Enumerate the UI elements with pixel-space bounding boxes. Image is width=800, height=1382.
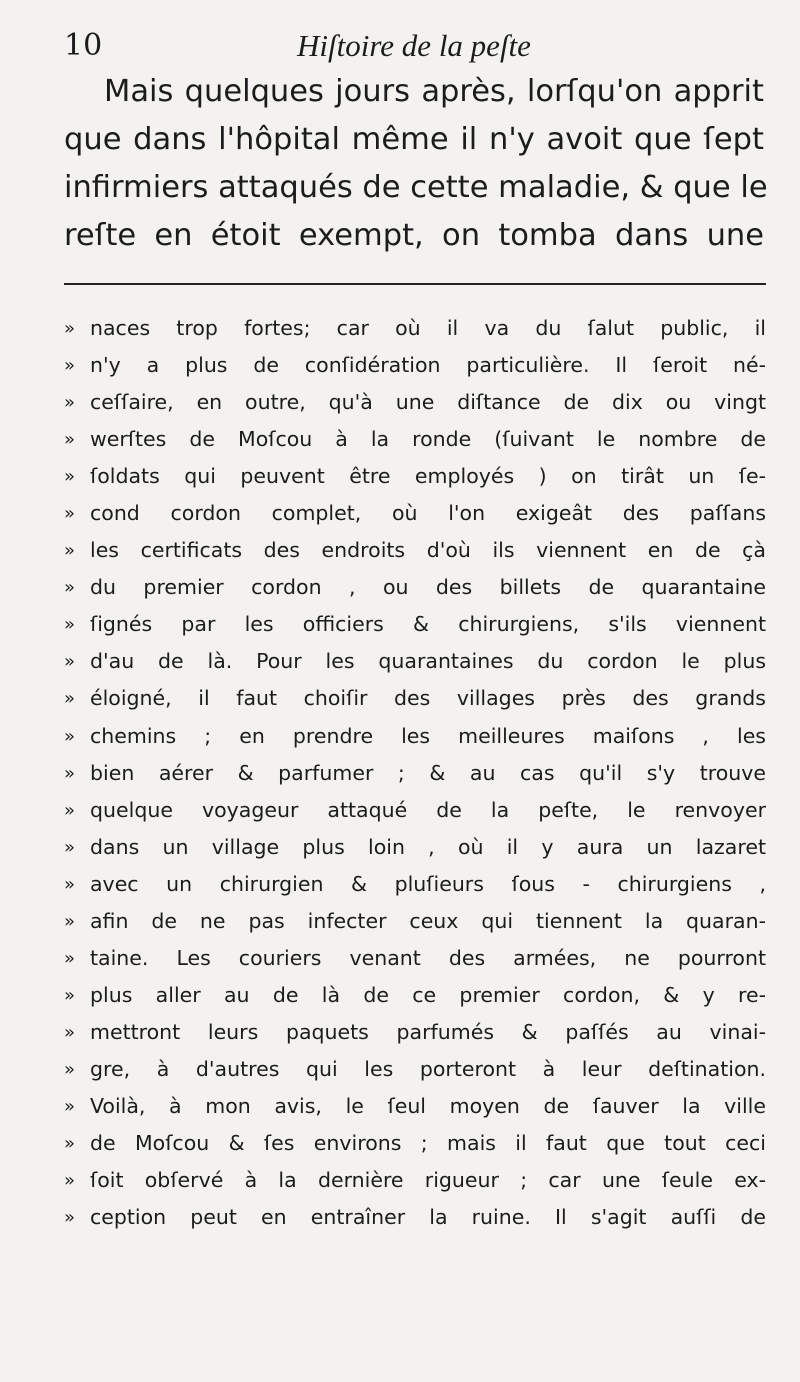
footnote-line-text: plus aller au de là de ce premier cordon, & y re- xyxy=(90,982,766,1007)
main-text xyxy=(64,68,768,260)
footnote-line xyxy=(64,680,766,717)
quote-mark: » xyxy=(64,429,76,451)
footnote-line-text: éloigné, il faut choiſir des villages près des grands xyxy=(90,686,766,711)
quote-mark: » xyxy=(64,392,76,414)
footnote-line-text: gre, à d'autres qui les porteront à leur deſtination. xyxy=(90,1056,766,1081)
footnote-line-text: afin de ne pas infecter ceux qui tiennent la quaran- xyxy=(90,908,766,933)
footnote-line xyxy=(64,866,766,903)
footnote-line-text: werſtes de Moſcou à la ronde (ſuivant le nombre de xyxy=(90,427,766,452)
quote-mark: » xyxy=(64,466,76,488)
footnote-line xyxy=(64,643,766,680)
footnote-line-text: n'y a plus de conſidération particulière. Il ſeroit né- xyxy=(90,353,766,378)
footnote-line-text: ſignés par les officiers & chirurgiens, s'ils viennent xyxy=(90,612,766,637)
quote-mark: » xyxy=(64,1095,76,1117)
footnote-line xyxy=(64,347,766,384)
quote-mark: » xyxy=(64,1021,76,1043)
footnote-line xyxy=(64,569,766,606)
footnote-line xyxy=(64,458,766,495)
quote-mark: » xyxy=(64,1058,76,1080)
main-text-line: Mais quelques jours après, lorſqu'on apprit xyxy=(104,74,764,109)
quote-mark: » xyxy=(64,725,76,747)
footnote-line xyxy=(64,1162,766,1199)
footnote-line xyxy=(64,1014,766,1051)
quote-mark: » xyxy=(64,503,76,525)
footnote-line xyxy=(64,718,766,755)
quote-mark: » xyxy=(64,1170,76,1192)
footnote-line-text: taine. Les couriers venant des armées, ne pourront xyxy=(90,945,766,970)
footnote-line-text: les certificats des endroits d'où ils viennent en de çà xyxy=(90,538,766,563)
footnote-line xyxy=(64,1051,766,1088)
footnote-line xyxy=(64,384,766,421)
quote-mark: » xyxy=(64,984,76,1006)
footnote-line-text: mettront leurs paquets parfumés & paſſés au vinai- xyxy=(90,1019,766,1044)
footnote-line xyxy=(64,421,766,458)
footnote-line xyxy=(64,903,766,940)
footnote-line xyxy=(64,1125,766,1162)
footnote-line-text: dans un village plus loin , où il y aura un lazaret xyxy=(90,834,766,859)
footnote-line-text: chemins ; en prendre les meilleures maiſons , les xyxy=(90,723,766,748)
footnote-line-text: ception peut en entraîner la ruine. Il s'agit auſſi de xyxy=(90,1205,766,1230)
footnote-line xyxy=(64,940,766,977)
footnote-line-text: bien aérer & parfumer ; & au cas qu'il s'y trouve xyxy=(90,760,766,785)
footnote-line-text: ſoit obſervé à la dernière rigueur ; car une ſeule ex- xyxy=(90,1168,766,1193)
quote-mark: » xyxy=(64,318,76,339)
running-title: Hiſtoire de la peſte xyxy=(297,28,531,63)
footnote-line-text: avec un chirurgien & pluſieurs ſous - chirurgiens , xyxy=(90,871,766,896)
quote-mark: » xyxy=(64,910,76,932)
footnote-line xyxy=(64,1199,766,1236)
footnote-quotation xyxy=(64,310,766,1236)
quote-mark: » xyxy=(64,614,76,636)
quote-mark: » xyxy=(64,947,76,969)
footnote-line xyxy=(64,532,766,569)
footnote-line xyxy=(64,829,766,866)
page-header xyxy=(64,28,764,72)
quote-mark: » xyxy=(64,688,76,710)
footnote-line xyxy=(64,606,766,643)
footnote-line-text: cond cordon complet, où l'on exigeât des paſſans xyxy=(90,501,766,526)
footnote-line xyxy=(64,495,766,532)
footnote-line-text: Voilà, à mon avis, le ſeul moyen de ſauver la ville xyxy=(90,1093,766,1118)
footnote-line xyxy=(64,977,766,1014)
footnote-line xyxy=(64,755,766,792)
footnote-line xyxy=(64,792,766,829)
quote-mark: » xyxy=(64,1207,76,1229)
footnote-divider xyxy=(64,283,766,285)
quote-mark: » xyxy=(64,799,76,821)
quote-mark: » xyxy=(64,540,76,562)
quote-mark: » xyxy=(64,1133,76,1155)
footnote-line-text: naces trop fortes; car où il va du ſalut public, il xyxy=(90,316,766,340)
quote-mark: » xyxy=(64,836,76,858)
quote-mark: » xyxy=(64,873,76,895)
footnote-line-text: ceſſaire, en outre, qu'à une diſtance de dix ou vingt xyxy=(90,390,766,415)
quote-mark: » xyxy=(64,355,76,377)
quote-mark: » xyxy=(64,762,76,784)
main-text-line: que dans l'hôpital même il n'y avoit que ſept xyxy=(64,122,764,157)
main-text-line: infirmiers attaqués de cette maladie, & que le xyxy=(64,170,768,205)
page-number: 10 xyxy=(64,28,103,63)
quote-mark: » xyxy=(64,577,76,599)
footnote-line xyxy=(64,1088,766,1125)
footnote-line-text: d'au de là. Pour les quarantaines du cordon le plus xyxy=(90,649,766,674)
footnote-line xyxy=(64,310,766,347)
footnote-line-text: ſoldats qui peuvent être employés ) on tirât un ſe- xyxy=(90,464,766,489)
quote-mark: » xyxy=(64,651,76,673)
main-text-line: reſte en étoit exempt, on tomba dans une xyxy=(64,218,764,253)
footnote-line-text: du premier cordon , ou des billets de quarantaine xyxy=(90,575,766,600)
footnote-line-text: de Moſcou & ſes environs ; mais il faut que tout ceci xyxy=(90,1131,766,1156)
footnote-line-text: quelque voyageur attaqué de la peſte, le renvoyer xyxy=(90,797,766,822)
